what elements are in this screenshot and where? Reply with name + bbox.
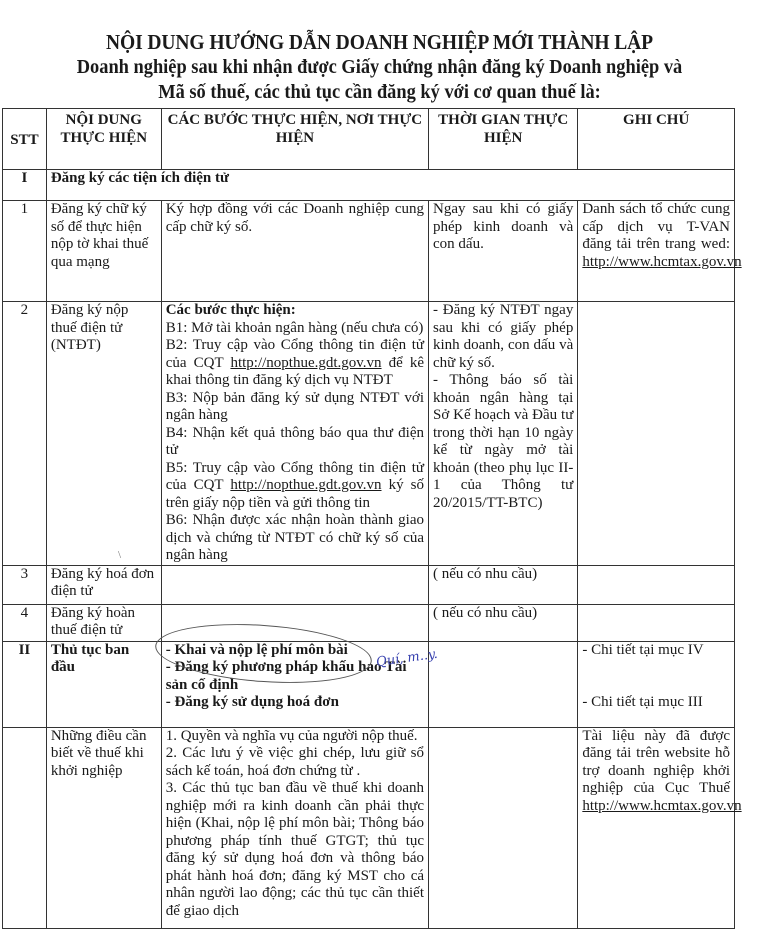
section-row-2 xyxy=(3,641,735,727)
table-row xyxy=(3,302,735,566)
row-4-stt: 4 xyxy=(3,604,47,641)
nopthue-link[interactable]: http://nopthue.gdt.gov.vn xyxy=(230,477,382,493)
last-row-item: 3. Các thủ tục ban đầu về thuế khi doanh nghiệp mới ra kinh doanh cần phải thực hiện (Khai, nộp lệ phí môn bài; Thông báo phương pháp tính thuế GTGT; thủ tục đăng ký sử dụng hoá đơn và thông báo phát hành hoá đơn; đăng ký MST cho cá nhân người lao động; các thủ tục cần thiết để giao dịch xyxy=(165,780,425,919)
last-row-ghi-chu xyxy=(578,727,742,928)
section-2-note: - Chi tiết tại mục III xyxy=(582,694,703,710)
last-row-item: 2. Các lưu ý về việc ghi chép, lưu giữ sổ sách kế toán, hoá đơn chứng từ . xyxy=(165,745,425,779)
header-cac-buoc: CÁC BƯỚC THỰC HIỆN, NƠI THỰC HIỆN xyxy=(161,109,428,170)
row-1-cac-buoc: Ký hợp đồng với các Doanh nghiệp cung cấp chữ ký số. xyxy=(161,201,428,302)
step-b4: B4: Nhận kết quả thông báo qua thư điện tử xyxy=(165,424,425,458)
header-stt: STT xyxy=(3,109,47,170)
stray-pen-mark: \ xyxy=(118,549,122,561)
header-thoi-gian: THỜI GIAN THỰC HIỆN xyxy=(429,109,578,170)
step-b5-text: B5: Truy cập vào Cổng thông tin điện tử của CQT xyxy=(165,459,425,493)
table-row xyxy=(3,565,735,604)
table-row xyxy=(3,201,735,302)
row-4-noi-dung: Đăng ký hoàn thuế điện tử xyxy=(46,604,161,641)
table-row xyxy=(3,604,735,641)
row-4-cac-buoc xyxy=(161,604,428,641)
table-header-row xyxy=(3,109,735,170)
section-2-thoi-gian xyxy=(429,641,578,727)
row-1-ghi-chu xyxy=(578,201,742,302)
step-b2-text-post: để kê khai thông tin đăng ký dịch vụ NTĐT xyxy=(165,354,425,388)
header-noi-dung: NỘI DUNG THỰC HIỆN xyxy=(46,109,161,170)
hcmtax-link[interactable]: http://www.hcmtax.gov.vn xyxy=(582,797,742,814)
last-row-item: 1. Quyền và nghĩa vụ của người nộp thuế. xyxy=(165,727,418,744)
row-1-noi-dung: Đăng ký chữ ký số để thực hiện nộp tờ khai thuế qua mạng xyxy=(46,201,161,302)
last-row-ghi-chu-text: Tài liệu này đã được đăng tải trên website hỗ trợ doanh nghiệp khởi nghiệp của Cục Thuế xyxy=(582,727,730,796)
row-2-ghi-chu xyxy=(578,302,735,566)
last-row-stt xyxy=(3,727,47,928)
step-b2-text: B2: Truy cập vào Cổng thông tin điện tử của CQT xyxy=(165,337,425,371)
section-2-stt: II xyxy=(3,641,47,727)
section-2-item: - Khai và nộp lệ phí môn bài xyxy=(165,641,348,658)
row-2-thoi-gian-2: - Thông báo số tài khoản ngân hàng tại Sở Kế hoạch và Đầu tư trong thời hạn 10 ngày kể từ ngày mở tài khoản (theo phụ lục II-1 của Thông tư 20/2015/TT-BTC) xyxy=(433,372,574,511)
section-row-1 xyxy=(3,170,735,201)
document-header xyxy=(0,30,759,105)
step-b6: B6: Nhận được xác nhận hoàn thành giao dịch và chứng từ NTĐT có chữ ký số của ngân hàng xyxy=(165,512,425,563)
row-1-thoi-gian: Ngay sau khi có giấy phép kinh doanh và con dấu. xyxy=(429,201,578,302)
procedures-table xyxy=(2,108,742,929)
step-b1: B1: Mở tài khoản ngân hàng (nếu chưa có) xyxy=(165,319,424,336)
step-b5 xyxy=(166,460,424,513)
hcmtax-link[interactable]: http://www.hcmtax.gov.vn xyxy=(582,253,742,270)
document-subtitle-line-2: Mã số thuế, các thủ tục cần đăng ký với cơ quan thuế là: xyxy=(158,81,601,103)
row-2-stt: 2 xyxy=(3,302,47,566)
row-3-noi-dung: Đăng ký hoá đơn điện tử xyxy=(46,565,161,604)
document-title: NỘI DUNG HƯỚNG DẪN DOANH NGHIỆP MỚI THÀNH LẬP xyxy=(105,30,654,54)
last-row-thoi-gian xyxy=(429,727,578,928)
section-2-note: - Chi tiết tại mục IV xyxy=(582,641,704,658)
section-2-item: - Đăng ký phương pháp khấu hao Tài sản cố định xyxy=(165,659,407,693)
row-3-cac-buoc xyxy=(161,565,428,604)
last-row-items xyxy=(161,727,428,928)
section-2-title: Thủ tục ban đầu xyxy=(46,641,161,727)
steps-heading: Các bước thực hiện: xyxy=(165,302,296,318)
section-1-stt: I xyxy=(3,170,47,201)
last-row-noi-dung: Những điều cần biết về thuế khi khởi nghiệp xyxy=(46,727,161,928)
step-b5-text-post: ký số trên giấy nộp tiền và gửi thông tin xyxy=(165,477,425,511)
section-1-title: Đăng ký các tiện ích điện tử xyxy=(46,170,734,201)
row-2-thoi-gian xyxy=(429,302,578,566)
row-3-stt: 3 xyxy=(3,565,47,604)
step-b3: B3: Nộp bản đăng ký sử dụng NTĐT với ngân hàng xyxy=(165,389,425,423)
row-1-stt: 1 xyxy=(3,201,47,302)
document-subtitle-line-1: Doanh nghiệp sau khi nhận được Giấy chứng nhận đăng ký Doanh nghiệp và xyxy=(76,56,683,78)
row-3-thoi-gian: ( nếu có nhu cầu) xyxy=(429,565,578,604)
row-1-ghi-chu-text: Danh sách tổ chức cung cấp dịch vụ T-VAN đăng tải trên trang wed: xyxy=(582,201,730,252)
row-2-cac-buoc xyxy=(161,302,428,566)
row-2-thoi-gian-1: - Đăng ký NTĐT ngay sau khi có giấy phép kinh doanh, con dấu và chữ ký số. xyxy=(433,302,574,371)
step-b2 xyxy=(166,337,424,390)
row-2-noi-dung: Đăng ký nộp thuế điện tử (NTĐT) xyxy=(46,302,161,566)
row-3-ghi-chu xyxy=(578,565,735,604)
nopthue-link[interactable]: http://nopthue.gdt.gov.vn xyxy=(230,354,382,371)
header-ghi-chu: GHI CHÚ xyxy=(578,109,735,170)
table-row xyxy=(3,727,735,928)
section-2-notes xyxy=(578,641,735,727)
section-2-item: - Đăng ký sử dụng hoá đơn xyxy=(165,694,339,710)
row-4-ghi-chu xyxy=(578,604,735,641)
handwritten-note: Quí, m..y. xyxy=(375,646,439,671)
row-4-thoi-gian: ( nếu có nhu cầu) xyxy=(429,604,578,641)
